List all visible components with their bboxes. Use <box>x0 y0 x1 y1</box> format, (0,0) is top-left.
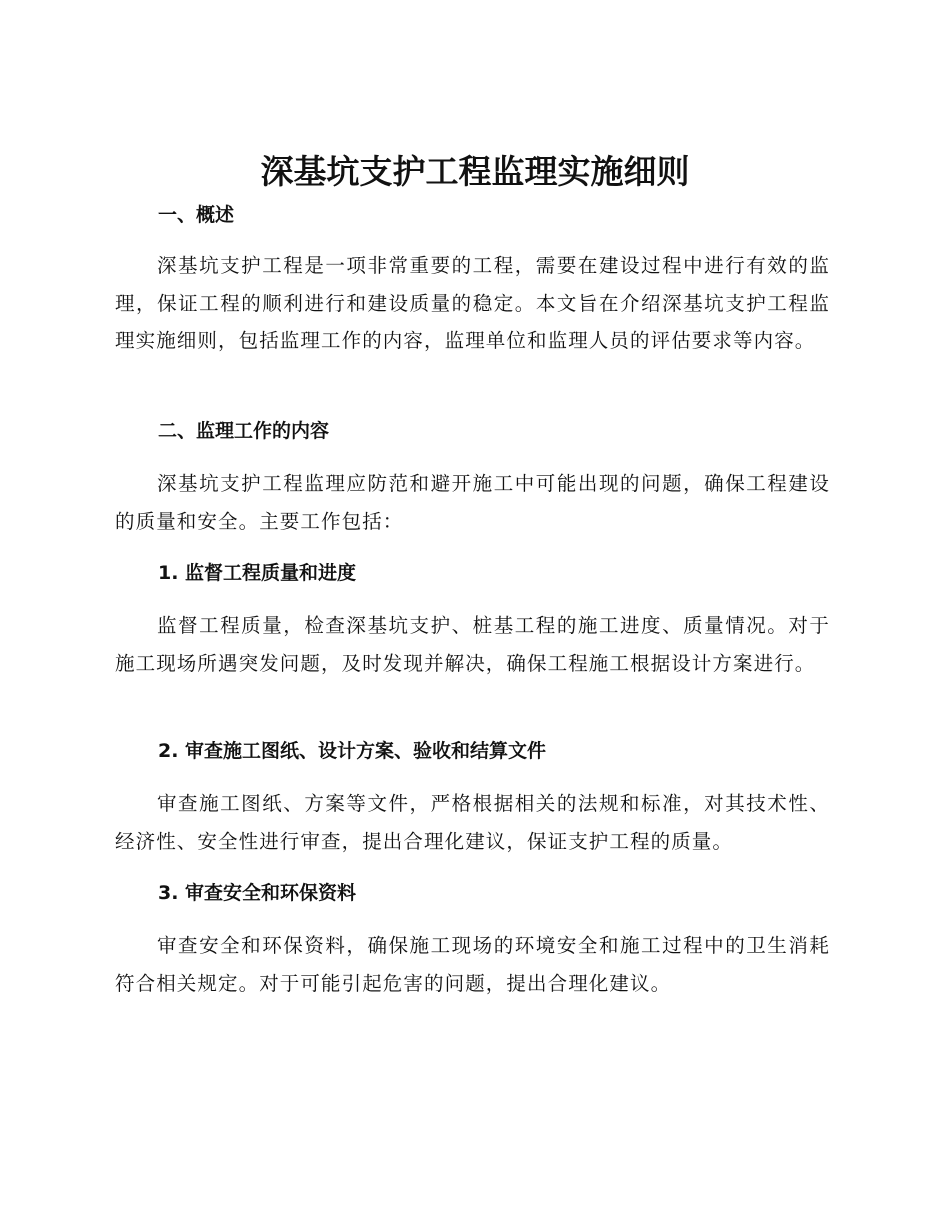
item-body-safety-environment: 审查安全和环保资料，确保施工现场的环境安全和施工过程中的卫生消耗符合相关规定。对于可能引起危害的问题，提出合理化建议。 <box>115 934 830 995</box>
item-heading-quality-progress: 1. 监督工程质量和进度 <box>158 562 357 584</box>
section-heading-overview: 一、概述 <box>158 204 235 226</box>
item-heading-safety-environment: 3. 审查安全和环保资料 <box>158 882 357 904</box>
item-body-review-drawings: 审查施工图纸、方案等文件，严格根据相关的法规和标准，对其技术性、经济性、安全性进行审查，提出合理化建议，保证支护工程的质量。 <box>115 792 830 853</box>
section-heading-supervision-content: 二、监理工作的内容 <box>158 420 330 442</box>
document-title: 深基坑支护工程监理实施细则 <box>260 152 690 191</box>
item-heading-review-drawings: 2. 审查施工图纸、设计方案、验收和结算文件 <box>158 740 547 762</box>
item-body-quality-progress: 监督工程质量，检查深基坑支护、桩基工程的施工进度、质量情况。对于施工现场所遇突发问题，及时发现并解决，确保工程施工根据设计方案进行。 <box>115 614 830 675</box>
section-body-overview: 深基坑支护工程是一项非常重要的工程，需要在建设过程中进行有效的监理，保证工程的顺利进行和建设质量的稳定。本文旨在介绍深基坑支护工程监理实施细则，包括监理工作的内容，监理单位和监理人员的评估要求等内容。 <box>115 254 830 352</box>
section-body-supervision-content: 深基坑支护工程监理应防范和避开施工中可能出现的问题，确保工程建设的质量和安全。主要工作包括： <box>115 472 830 533</box>
